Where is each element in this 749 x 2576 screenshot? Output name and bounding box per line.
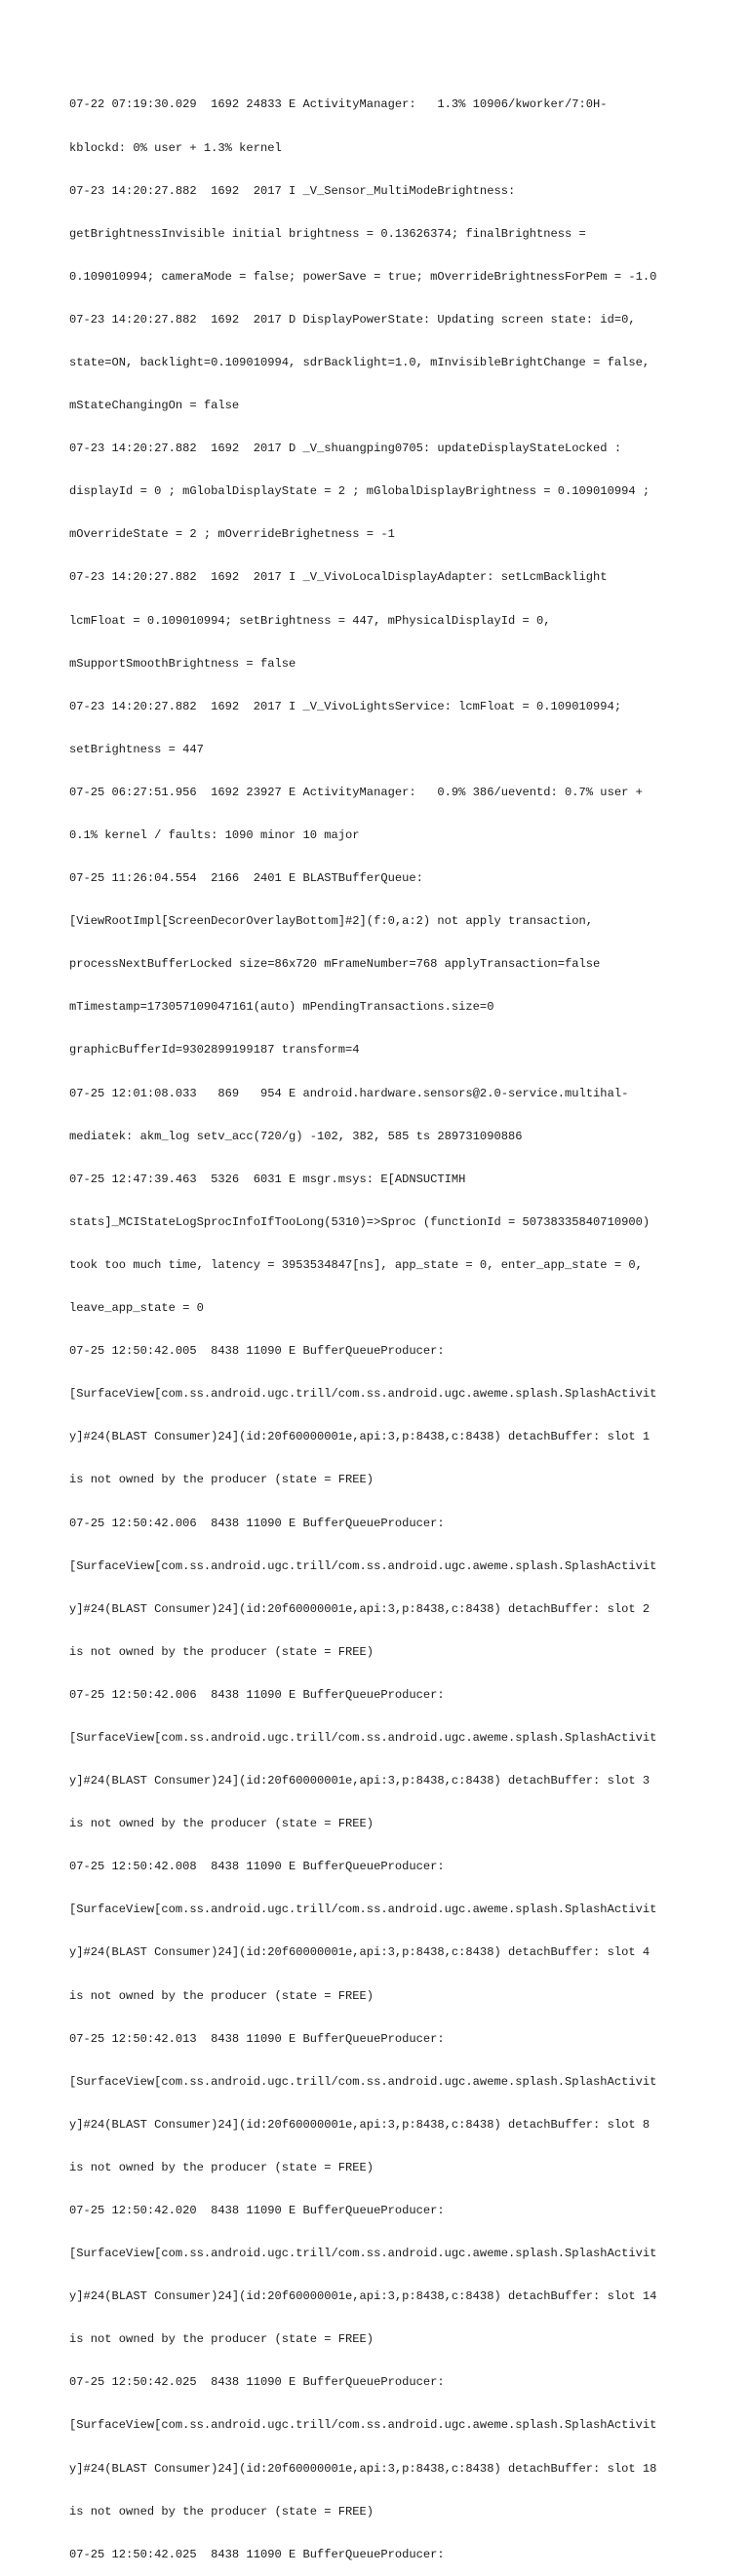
log-line: y]#24(BLAST Consumer)24](id:20f60000001e,api:3,p:8438,c:8438) detachBuffer: slot 18: [69, 2461, 657, 2476]
log-line: is not owned by the producer (state = FREE): [69, 2160, 374, 2174]
log-line: 07-23 14:20:27.882 1692 2017 D DisplayPowerState: Updating screen state: id=0,: [69, 312, 636, 327]
log-line: y]#24(BLAST Consumer)24](id:20f60000001e,api:3,p:8438,c:8438) detachBuffer: slot 8: [69, 2117, 650, 2132]
log-line: 07-23 14:20:27.882 1692 2017 I _V_VivoLightsService: lcmFloat = 0.109010994;: [69, 699, 622, 713]
log-line: 07-25 12:50:42.006 8438 11090 E BufferQueueProducer:: [69, 1687, 445, 1702]
log-line: 07-23 14:20:27.882 1692 2017 I _V_Sensor_MultiModeBrightness:: [69, 183, 516, 198]
log-line: mSupportSmoothBrightness = false: [69, 656, 296, 671]
log-line: y]#24(BLAST Consumer)24](id:20f60000001e,api:3,p:8438,c:8438) detachBuffer: slot 14: [69, 2289, 657, 2304]
log-line: is not owned by the producer (state = FREE): [69, 1644, 374, 1659]
log-line: [SurfaceView[com.ss.android.ugc.trill/com.ss.android.ugc.aweme.splash.SplashActivit: [69, 1730, 657, 1745]
log-line: graphicBufferId=9302899199187 transform=4: [69, 1043, 360, 1057]
log-line: setBrightness = 447: [69, 742, 204, 756]
log-line: y]#24(BLAST Consumer)24](id:20f60000001e,api:3,p:8438,c:8438) detachBuffer: slot 3: [69, 1774, 650, 1788]
log-line: kblockd: 0% user + 1.3% kernel: [69, 140, 282, 155]
log-document: [69, 69, 713, 2576]
log-line: displayId = 0 ; mGlobalDisplayState = 2 ; mGlobalDisplayBrightness = 0.109010994 ;: [69, 484, 650, 499]
log-line: [SurfaceView[com.ss.android.ugc.trill/com.ss.android.ugc.aweme.splash.SplashActivit: [69, 1387, 657, 1402]
log-line: [SurfaceView[com.ss.android.ugc.trill/com.ss.android.ugc.aweme.splash.SplashActivit: [69, 2247, 657, 2261]
log-line: 07-25 12:01:08.033 869 954 E android.hardware.sensors@2.0-service.multihal-: [69, 1086, 629, 1100]
log-line: 0.109010994; cameraMode = false; powerSave = true; mOverrideBrightnessForPem = -1.0: [69, 269, 657, 284]
log-line: 07-25 06:27:51.956 1692 23927 E ActivityManager: 0.9% 386/ueventd: 0.7% user +: [69, 785, 643, 799]
log-line: 07-22 07:19:30.029 1692 24833 E ActivityManager: 1.3% 10906/kworker/7:0H-: [69, 97, 608, 112]
log-line: y]#24(BLAST Consumer)24](id:20f60000001e,api:3,p:8438,c:8438) detachBuffer: slot 2: [69, 1601, 650, 1616]
log-line: is not owned by the producer (state = FREE): [69, 1817, 374, 1831]
log-line: mStateChangingOn = false: [69, 399, 240, 413]
log-line: [SurfaceView[com.ss.android.ugc.trill/com.ss.android.ugc.aweme.splash.SplashActivit: [69, 2418, 657, 2433]
log-line: getBrightnessInvisible initial brightness = 0.13626374; finalBrightness =: [69, 226, 586, 241]
log-line: [ViewRootImpl[ScreenDecorOverlayBottom]#2](f:0,a:2) not apply transaction,: [69, 914, 594, 929]
log-line: mediatek: akm_log setv_acc(720/g) -102, 382, 585 ts 289731090886: [69, 1129, 523, 1143]
log-line: is not owned by the producer (state = FREE): [69, 1988, 374, 2003]
log-line: took too much time, latency = 3953534847[ns], app_state = 0, enter_app_state = 0,: [69, 1257, 643, 1272]
log-line: 07-25 12:50:42.025 8438 11090 E BufferQueueProducer:: [69, 2547, 445, 2561]
log-line: is not owned by the producer (state = FREE): [69, 1473, 374, 1487]
log-line: 07-25 11:26:04.554 2166 2401 E BLASTBufferQueue:: [69, 871, 423, 886]
log-line: 07-23 14:20:27.882 1692 2017 D _V_shuangping0705: updateDisplayStateLocked :: [69, 442, 622, 456]
log-line: 07-25 12:50:42.005 8438 11090 E BufferQueueProducer:: [69, 1344, 445, 1359]
log-line: 07-25 12:50:42.006 8438 11090 E BufferQueueProducer:: [69, 1516, 445, 1530]
log-line: mOverrideState = 2 ; mOverrideBrighetness = -1: [69, 527, 395, 542]
log-line: leave_app_state = 0: [69, 1301, 204, 1316]
log-line: [SurfaceView[com.ss.android.ugc.trill/com.ss.android.ugc.aweme.splash.SplashActivit: [69, 1558, 657, 1573]
log-line: is not owned by the producer (state = FREE): [69, 2504, 374, 2518]
log-line: [SurfaceView[com.ss.android.ugc.trill/com.ss.android.ugc.aweme.splash.SplashActivit: [69, 2074, 657, 2089]
log-line: 07-23 14:20:27.882 1692 2017 I _V_VivoLocalDisplayAdapter: setLcmBacklight: [69, 570, 608, 585]
log-line: 07-25 12:50:42.020 8438 11090 E BufferQueueProducer:: [69, 2204, 445, 2217]
log-line: mTimestamp=173057109047161(auto) mPendingTransactions.size=0: [69, 1000, 494, 1015]
log-line: is not owned by the producer (state = FREE): [69, 2332, 374, 2347]
log-line: 07-25 12:47:39.463 5326 6031 E msgr.msys: E[ADNSUCTIMH: [69, 1172, 466, 1186]
log-line: stats]_MCIStateLogSprocInfoIfTooLong(5310)=>Sproc (functionId = 50738335840710900): [69, 1214, 650, 1229]
log-line: y]#24(BLAST Consumer)24](id:20f60000001e,api:3,p:8438,c:8438) detachBuffer: slot 1: [69, 1430, 650, 1444]
log-line: y]#24(BLAST Consumer)24](id:20f60000001e,api:3,p:8438,c:8438) detachBuffer: slot 4: [69, 1945, 650, 1960]
log-line: 07-25 12:50:42.013 8438 11090 E BufferQueueProducer:: [69, 2031, 445, 2046]
log-line: lcmFloat = 0.109010994; setBrightness = 447, mPhysicalDisplayId = 0,: [69, 613, 551, 628]
log-line: state=ON, backlight=0.109010994, sdrBacklight=1.0, mInvisibleBrightChange = false,: [69, 355, 650, 369]
log-line: processNextBufferLocked size=86x720 mFrameNumber=768 applyTransaction=false: [69, 957, 601, 972]
log-line: [SurfaceView[com.ss.android.ugc.trill/com.ss.android.ugc.aweme.splash.SplashActivit: [69, 1903, 657, 1917]
log-line: 07-25 12:50:42.008 8438 11090 E BufferQueueProducer:: [69, 1860, 445, 1874]
log-line: 0.1% kernel / faults: 1090 minor 10 major: [69, 828, 360, 842]
log-line: 07-25 12:50:42.025 8438 11090 E BufferQueueProducer:: [69, 2375, 445, 2390]
